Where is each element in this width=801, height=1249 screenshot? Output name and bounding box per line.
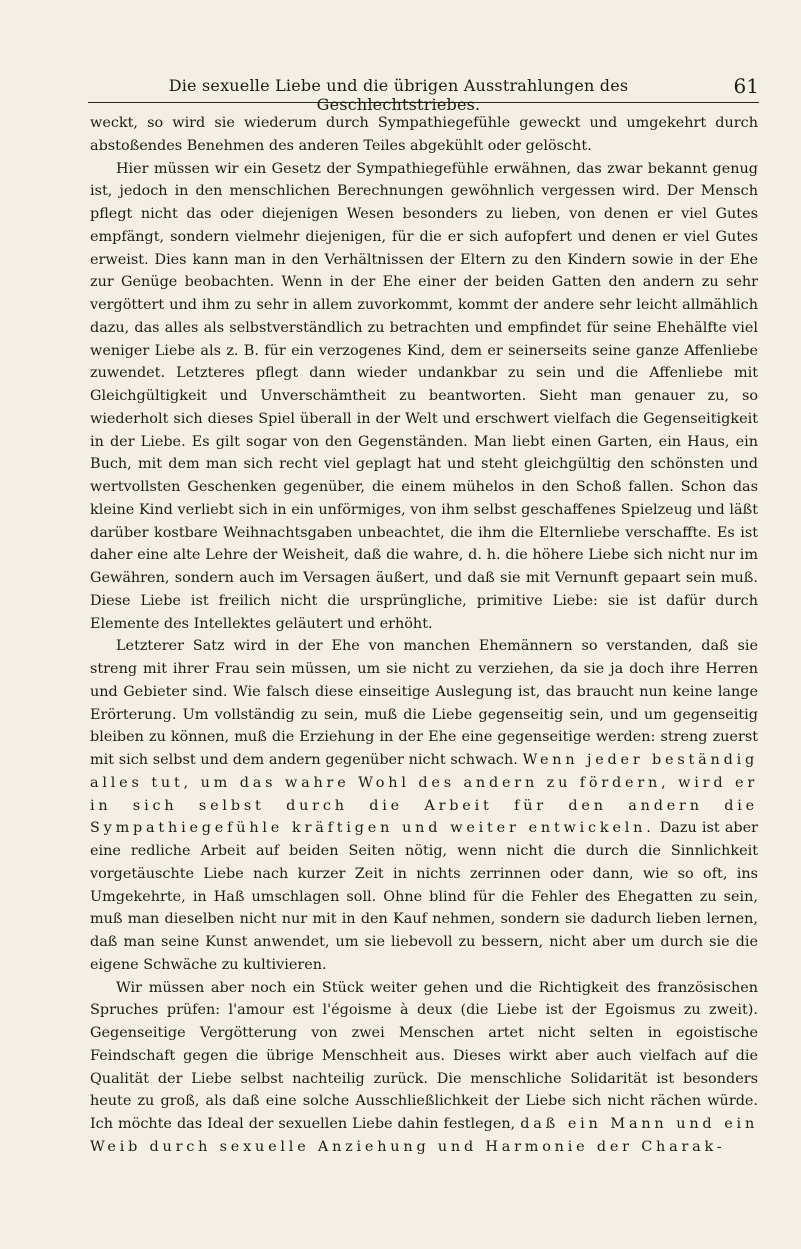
paragraph-1: weckt, so wird sie wiederum durch Sympathiegefühle geweckt und umgekehrt durch abstoßendes Benehmen des anderen Teiles abgekühlt oder gelöscht.: [90, 115, 758, 154]
paragraph-3: [90, 635, 758, 976]
page-header: [88, 74, 759, 114]
paragraph-3-text-a: Letzterer Satz wird in der Ehe von manchen Ehemännern so verstanden, daß sie streng mit ihrer Frau sein müssen, um sie nicht zu verziehen, da sie ja doch ihre Herren und Gebieter sind. Wie falsch diese einseitige Auslegung ist, das braucht nun keine lange Erörterung. Um vollständig zu sein, muß die Liebe gegenseitig sein, und um gegenseitig bleiben zu können, muß die Erziehung in der Ehe eine gegenseitige werden: streng zuerst mit sich selbst und dem andern gegenüber nicht schwach.: [90, 638, 758, 768]
body-text: [90, 112, 758, 1159]
emphasized-passage-2: daß ein Mann und ein Weib durch sexuelle Anziehung und Harmonie der Charak-: [90, 1116, 759, 1155]
paragraph-3-text-b: Dazu ist aber eine redliche Arbeit auf beiden Seiten nötig, wenn nicht die durch die Sinnlichkeit vorgetäuschte Liebe nach kurzer Zeit in nichts zerrinnen oder dann, wie so oft, ins Umgekehrte, in Haß umschlagen soll. Ohne blind für die Fehler des Ehegatten zu sein, muß man dieselben nicht nur mit in den Kauf nehmen, sondern sie dadurch lieben lernen, daß man seine Kunst anwendet, um sie liebevoll zu bessern, nicht aber um durch sie die eigene Schwäche zu kultivieren.: [90, 820, 758, 973]
page-number: 61: [733, 74, 759, 98]
emphasized-passage: Wenn jeder beständig alles tut, um das wahre Wohl des andern zu fördern, wird er in sich selbst durch die Arbeit für den andern die Sympathiegefühle kräftigen und weiter entwickeln.: [90, 752, 759, 837]
paragraph-4-text: Wir müssen aber noch ein Stück weiter gehen und die Richtigkeit des französischen Spruches prüfen: l'amour est l'égoisme à deux (die Liebe ist der Egoismus zu zweit). Gegenseitige Vergötterung von zwei Menschen artet nicht selten in egoistische Feindschaft gegen die übrige Menschheit aus. Dieses wirkt aber auch vielfach auf die Qualität der Liebe selbst nachteilig zurück. Die menschliche Solidarität ist besonders heute zu groß, als daß eine solche Ausschließlichkeit der Liebe sich nicht rächen würde. Ich möchte das Ideal der sexuellen Liebe dahin festlegen,: [90, 979, 758, 1132]
paragraph-2: Hier müssen wir ein Gesetz der Sympathiegefühle erwähnen, das zwar bekannt genug ist, jedoch in den menschlichen Berechnungen gewöhnlich vergessen wird. Der Mensch pflegt nicht das oder diejenigen Wesen besonders zu lieben, von denen er viel Gutes empfängt, sondern vielmehr diejenigen, für die er sich aufopfert und denen er viel Gutes erweist. Dies kann man in den Verhältnissen der Eltern zu den Kindern sowie in der Ehe zur Genüge beobachten. Wenn in der Ehe einer der beiden Gatten den andern zu sehr vergöttert und ihm zu sehr in allem zuvorkommt, kommt der andere sehr leicht allmählich dazu, das alles als selbstverständlich zu betrachten und empfindet für seine Ehehälfte viel weniger Liebe als z. B. für ein verzogenes Kind, dem er seinerseits seine ganze Affenliebe zuwendet. Letzteres pflegt dann wieder undankbar zu sein und die Affenliebe mit Gleichgültigkeit und Unverschämtheit zu beantworten. Sieht man genauer zu, so wiederholt sich dieses Spiel überall in der Welt und erschwert vielfach die Gegenseitigkeit in der Liebe. Es gilt sogar von den Gegenständen. Man liebt einen Garten, ein Haus, ein Buch, mit dem man sich recht viel geplagt hat und steht gleichgültig den schönsten und wertvollsten Geschenken gegenüber, die einem mühelos in den Schoß fallen. Schon das kleine Kind verliebt sich in ein unförmiges, von ihm selbst geschaffenes Spielzeug und läßt darüber kostbare Weihnachtsgaben unbeachtet, die ihm die Elternliebe verschaffte. Es ist daher eine alte Lehre der Weisheit, daß die wahre, d. h. die höhere Liebe sich nicht nur im Gewähren, sondern auch im Versagen äußert, und daß sie mit Vernunft gepaart sein muß. Diese Liebe ist freilich nicht die ursprüngliche, primitive Liebe: sie ist dafür durch Elemente des Intellektes geläutert und erhöht.: [90, 160, 758, 632]
paragraph-4: [90, 977, 758, 1159]
running-head: Die sexuelle Liebe und die übrigen Ausstrahlungen des Geschlechtstriebes.: [168, 76, 629, 114]
